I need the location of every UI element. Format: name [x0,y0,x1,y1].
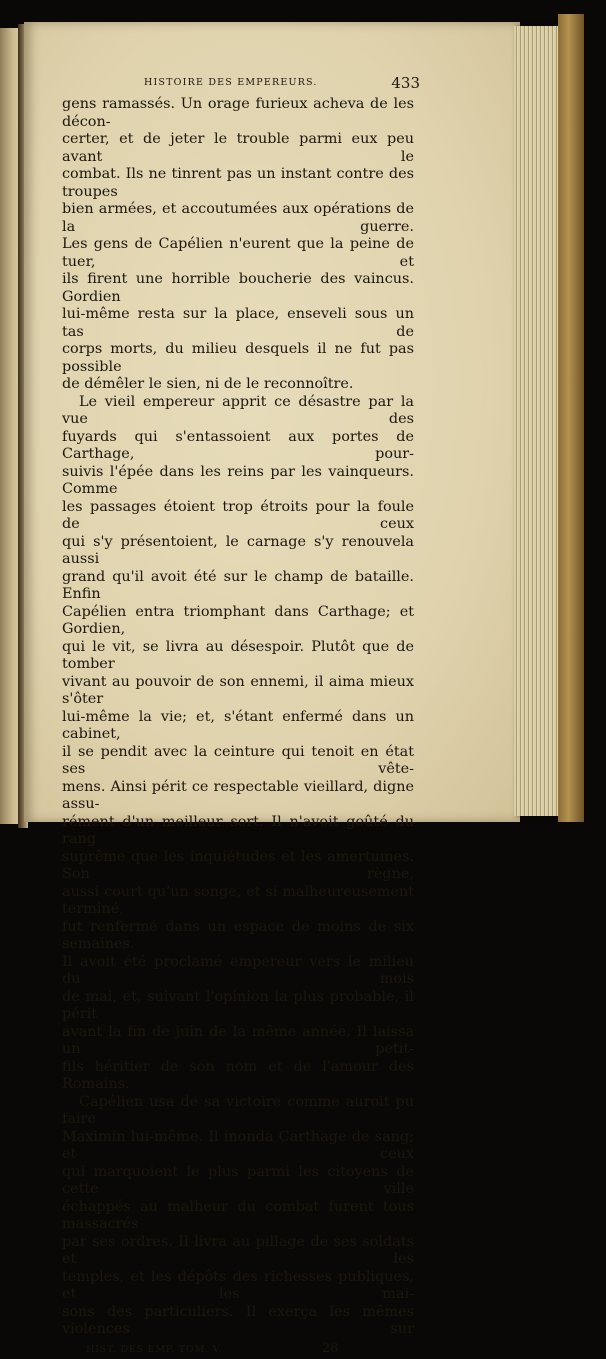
text-line: de démêler le sien, ni de le reconnoître. [62,376,354,392]
text-line: qui s'y présentoient, le carnage s'y renouvela aussi [62,533,414,567]
text-line: lui-même resta sur la place, enseveli sous un tas de [62,306,414,340]
text-line: suivis l'épée dans les reins par les vainqueurs. Comme [62,463,414,497]
text-line: Maximin lui-même. Il inonda Carthage de sang; et ceux [62,1128,414,1162]
text-line: corps morts, du milieu desquels il ne fut pas possible [62,341,414,375]
running-head [62,74,420,96]
page-number: 433 [391,74,420,92]
text-line: Capélien usa de sa victoire comme auroit pu faire [62,1093,414,1127]
text-line: fuyards qui s'entassoient aux portes de Carthage, pour- [62,428,414,462]
page-text-block [62,74,420,1359]
text-line: suprême que les inquiétudes et les amertumes. Son règne, [62,848,414,882]
book-cover-edge [558,14,584,822]
text-line: qui marquoient le plus parmi les citoyens de cette ville [62,1163,414,1197]
text-line: aussi court qu'un songe, et si malheureusement terminé, [62,883,414,917]
signature-mark: 28 [322,1340,339,1356]
text-line: les passages étoient trop étroits pour la foule de ceux [62,498,414,532]
text-line: bien armées, et accoutumées aux opérations de la guerre. [62,201,414,235]
text-line: certer, et de jeter le trouble parmi eux peu avant le [62,131,414,165]
text-line: échappés au malheur du combat furent tous massacrés [62,1198,414,1232]
text-line: Le vieil empereur apprit ce désastre par la vue des [62,393,414,427]
signature-line [62,1341,414,1359]
signature-text: HIST. DES EMP. TOM. V. [86,1343,223,1355]
text-line: temples, et les dépôts des richesses publiques, et les mai- [62,1268,414,1302]
text-line: sons des particuliers. Il exerça les mêmes violences sur [62,1303,414,1337]
text-line: qui le vit, se livra au désespoir. Plutôt que de tomber [62,638,414,672]
text-line: fils héritier de son nom et de l'amour des Romains. [62,1058,414,1092]
text-line: par ses ordres. Il livra au pillage de ses soldats et les [62,1233,414,1267]
text-line: lui-même la vie; et, s'étant enfermé dans un cabinet, [62,708,414,742]
text-line: combat. Ils ne tinrent pas un instant contre des troupes [62,166,414,200]
text-line: Il avoit été proclamé empereur vers le milieu du mois [62,953,414,987]
text-line: rément d'un meilleur sort. Il n'avoit goûté du rang [62,813,414,847]
text-line: grand qu'il avoit été sur le champ de bataille. Enfin [62,568,414,602]
text-line: avant la fin de juin de la même année. Il laissa un petit- [62,1023,414,1057]
text-line: fut renfermé dans un espace de moins de six semaines. [62,918,414,952]
body-text [62,96,414,1339]
text-line: ils firent une horrible boucherie des vaincus. Gordien [62,271,414,305]
text-line: mens. Ainsi périt ce respectable vieillard, digne assu- [62,778,414,812]
page-block-edge [514,26,562,816]
text-line: vivant au pouvoir de son ennemi, il aima mieux s'ôter [62,673,414,707]
text-line: de mai, et, suivant l'opinion la plus probable, il périt [62,988,414,1022]
text-line: il se pendit avec la ceinture qui tenoit en état ses vête- [62,743,414,777]
running-title: HISTOIRE DES EMPEREURS. [144,77,318,88]
text-line: Les gens de Capélien n'eurent que la peine de tuer, et [62,236,414,270]
text-line: Capélien entra triomphant dans Carthage; et Gordien, [62,603,414,637]
text-line: gens ramassés. Un orage furieux acheva de les décon- [62,96,414,130]
